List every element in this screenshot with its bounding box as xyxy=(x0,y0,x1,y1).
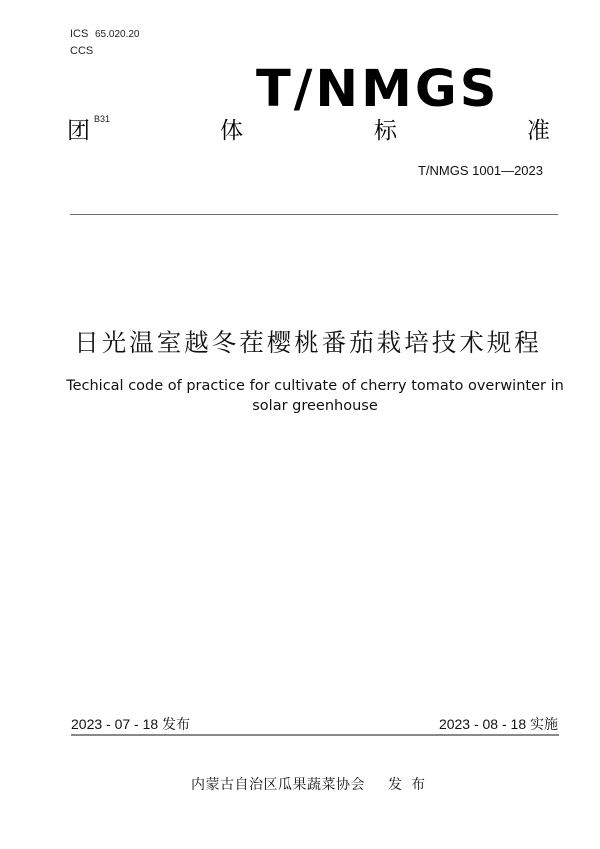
ccs-label: CCS xyxy=(70,45,94,57)
title-chinese: 日光温室越冬茬樱桃番茄栽培技术规程 xyxy=(74,328,542,357)
implementation-date: 2023 - 08 - 18 实施 xyxy=(438,716,558,732)
ics-value: 65.020.20 xyxy=(95,29,140,40)
title-english: Techical code of practice for cultivate of cherry tomato overwinter in solar greenhouse xyxy=(66,378,564,414)
classification-code: B31 xyxy=(94,114,111,124)
standard-type-char: 团 xyxy=(67,118,90,144)
standard-type-char: 体 xyxy=(220,118,243,144)
ics-label: ICS xyxy=(70,28,89,40)
standard-type-char: 准 xyxy=(527,118,550,144)
document-number: T/NMGS 1001—2023 xyxy=(417,163,543,178)
publish-label: 发布 xyxy=(388,776,434,792)
publisher-name: 内蒙古自治区瓜果蔬菜协会 xyxy=(191,776,365,792)
issue-date: 2023 - 07 - 18 发布 xyxy=(71,716,191,732)
header-divider xyxy=(70,214,558,215)
standard-type-char: 标 xyxy=(374,118,397,144)
standard-brand: T/NMGS xyxy=(256,60,500,119)
footer-divider xyxy=(71,734,559,736)
